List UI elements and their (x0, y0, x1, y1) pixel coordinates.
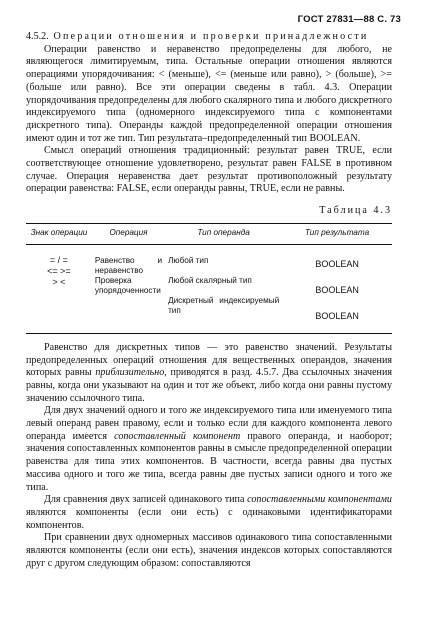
section-number: 4.5.2. (26, 31, 49, 42)
sign-ordering-1: <= >= (47, 265, 71, 276)
page-header: ГОСТ 27831—88 С. 73 (297, 14, 401, 25)
sign-equality: = / = (49, 254, 68, 265)
signs-cell (26, 244, 92, 325)
text-run: являются компоненты (если они есть) с одинаковыми идентификаторами компонентов. (26, 506, 392, 531)
text-run: Равенство для дискретных типов — это равенство значений. Результаты предопределенных операций отношения для вещественных операндов, значения которых равны (26, 341, 392, 379)
operand-types-cell (165, 244, 282, 325)
header-sign: Знак операции (26, 223, 92, 244)
text-run: Для двух значений одного и того же индексируемого типа или именуемого типа левый операнд равен правому, если и только если для каждого компонента левого операнда имеется (26, 405, 392, 442)
section-heading (26, 31, 392, 44)
text-run: Для сравнения двух записей одинакового типа (44, 494, 248, 506)
paragraph-2: Смысл операций отношения традиционный: результат равен TRUE, если соответствующее отношение удовлетворено, результат равен FALSE в противном случае. Операция неравенства дает результат противоположный результату операции равенства: FALSE, если операнды равны, TRUE, если не равны. (26, 145, 392, 195)
table-row (26, 244, 392, 325)
operation-equality: Равенство и неравенство (94, 255, 163, 275)
table-bottom-rule (26, 325, 392, 334)
text-run: правого операнда, и наоборот; значения сопоставленных компонентов равны в смысле предопределенной операции равенства для типа этих компонентов. В частности, всегда равны два пустых массива одного и того же типа, всегда равны две пустых записи одного и того же типа. (26, 430, 392, 493)
header-result-type: Тип результата (282, 223, 392, 244)
text-run: , приводятся в разд. 4.5.7. Два ссылочных значения равны, когда они указывают на один и тот же объект, либо когда они равны пустому значению ссылочного типа. (26, 367, 392, 404)
result-types-cell (282, 244, 392, 325)
paragraph-5 (26, 494, 392, 532)
operation-ordering: Проверка упорядоченности (94, 275, 161, 295)
emphasized-term: сопоставленными компонентами (247, 494, 392, 506)
paragraph-3 (26, 342, 392, 406)
paragraph-4 (26, 405, 392, 494)
text-run: При сравнении двух одномерных массивов одинакового типа сопоставленными являются компоненты (если они есть), значения индексов которых сопоставляются друг с другом следующим образом: сопоставляются (26, 532, 392, 569)
operand-type-any: Любой тип (168, 255, 209, 265)
header-operation: Операция (92, 223, 165, 244)
sign-ordering-2: > < (52, 276, 66, 287)
table-caption: Таблица 4.3 (319, 205, 392, 217)
header-operand-type: Тип операнда (165, 223, 282, 244)
operand-type-scalar: Любой скалярный тип (168, 275, 252, 285)
emphasized-term: приблизительно (95, 367, 165, 379)
table-header-row (26, 223, 392, 244)
result-type-1: BOOLEAN (315, 258, 359, 269)
page-body (26, 31, 392, 571)
emphasized-term: сопоставленный компонент (114, 430, 241, 442)
operations-cell (92, 244, 165, 325)
paragraph-1: Операции равенство и неравенство предопределены для любого, не являющегося лимитируемым, типа. Остальные операции отношения являются операциями упорядочивания: < (меньше), <= (меньше или равно), > (больше), >= (больше или равно). Все эти операции сведены в табл. 4.3. Операции упорядочивания предопределены для любого скалярного типа и любого дискретного индексируемого типа (одномерного индексируемого типа с компонентами дискретного типа). Операнды каждой предопределенной операции отношения имеют один и тот же тип. Тип результата–предопределенный тип BOOLEAN. (26, 43, 392, 144)
result-type-2: BOOLEAN (315, 284, 359, 295)
result-type-3: BOOLEAN (315, 310, 359, 321)
paragraph-6 (26, 532, 392, 570)
section-title: Операции отношения и проверки принадлежности (53, 31, 369, 42)
relational-operations-table (26, 223, 392, 334)
operand-type-discrete-array: Дискретный индексируемый тип (168, 295, 280, 315)
